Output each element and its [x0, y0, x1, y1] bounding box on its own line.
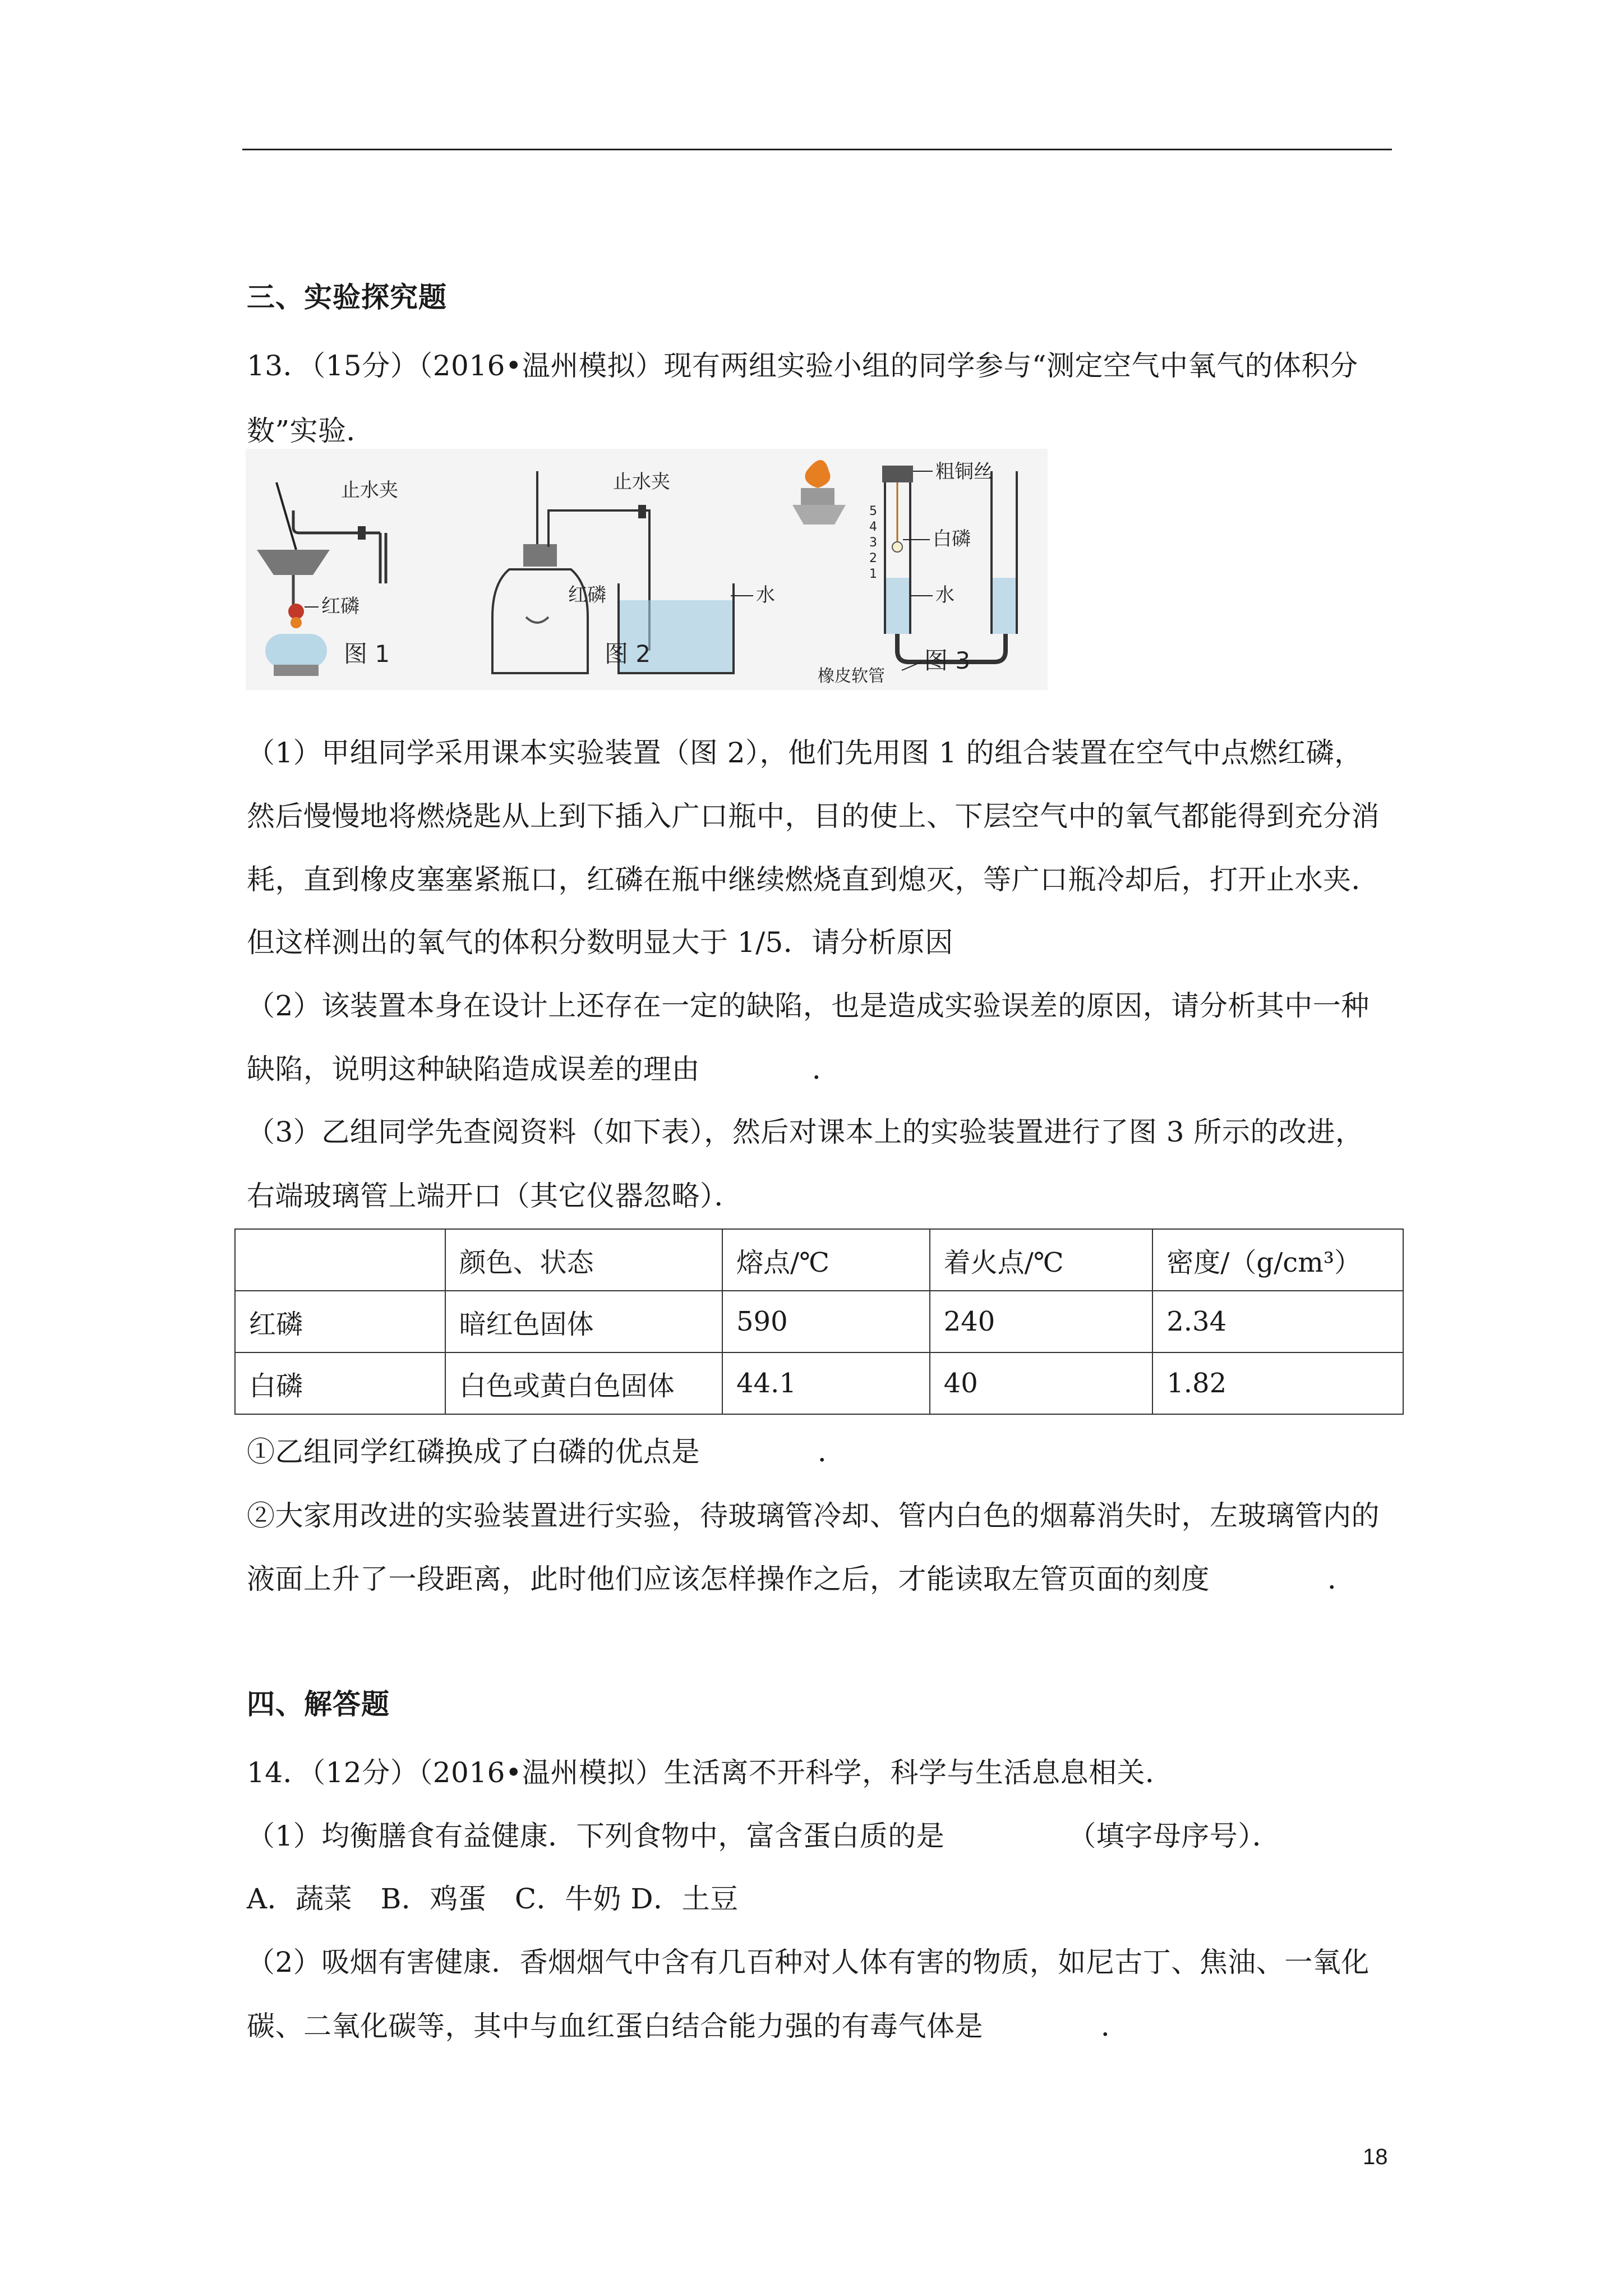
table-cell: 2.34 — [1152, 1291, 1403, 1352]
q13-sub1 — [247, 1429, 846, 1470]
table-row — [235, 1291, 1403, 1352]
q14-p2-line2 — [247, 2004, 1129, 2044]
fig3-hose-label: 橡皮软管 — [818, 666, 885, 686]
q13-p1-line2: 然后慢慢地将燃烧匙从上到下插入广口瓶中，目的使上、下层空气中的氧气都能得到充分消 — [247, 800, 1380, 832]
q13-sub1-text: ①乙组同学红磷换成了白磷的优点是 — [247, 1435, 700, 1468]
q14-options: A．蔬菜 B．鸡蛋 C．牛奶 D．土豆 — [247, 1883, 739, 1915]
q14-p1-text: （1）均衡膳食有益健康．下列食物中，富含蛋白质的是 — [247, 1820, 945, 1852]
q14-p2-end: ． — [1101, 2010, 1129, 2042]
table-cell: 590 — [722, 1291, 930, 1352]
q13-sub2-line1: ②大家用改进的实验装置进行实验，待玻璃管冷却、管内白色的烟幕消失时，左玻璃管内的 — [247, 1499, 1380, 1532]
fig3-scale-1: 1 — [869, 567, 877, 581]
fig3-scale-5: 5 — [869, 504, 877, 518]
fig2-water-label: 水 — [756, 584, 775, 606]
q13-sub2-end: ． — [1327, 1563, 1356, 1595]
section3-title: 三、实验探究题 — [247, 280, 447, 314]
fig2-clip-label: 止水夹 — [613, 471, 670, 493]
q13-p2-line1: （2）该装置本身在设计上还存在一定的缺陷，也是造成实验误差的原因，请分析其中一种 — [247, 990, 1370, 1022]
table-cell: 44.1 — [722, 1352, 930, 1414]
fig3-label: 图 3 — [924, 647, 971, 674]
table-cell: 红磷 — [235, 1291, 445, 1352]
fig1-label: 图 1 — [344, 640, 390, 668]
table-header-cell: 密度/（g/cm³） — [1152, 1229, 1403, 1291]
q14-p1 — [247, 1814, 1280, 1854]
fig1-phosphorus-label: 红磷 — [321, 595, 359, 618]
page-number: 18 — [1363, 2145, 1388, 2169]
q14-p2-text: 碳、二氧化碳等，其中与血红蛋白结合能力强的有毒气体是 — [247, 2010, 983, 2042]
table-cell: 白磷 — [235, 1352, 445, 1414]
q13-line2: 数”实验． — [247, 415, 375, 447]
q13-p2-end: ． — [812, 1053, 841, 1085]
q13-p2-text: 缺陷，说明这种缺陷造成误差的理由 — [247, 1053, 700, 1085]
fig3-water-label: 水 — [935, 584, 955, 606]
q14-p1-hint: （填字母序号）． — [1068, 1820, 1281, 1852]
table-cell: 240 — [930, 1291, 1153, 1352]
q13-p1-line3: 耗，直到橡皮塞塞紧瓶口，红磷在瓶中继续燃烧直到熄灭，等广口瓶冷却后，打开止水夹． — [247, 863, 1380, 896]
table-cell: 暗红色固体 — [445, 1291, 722, 1352]
fig3-white-p-label: 白磷 — [933, 528, 971, 550]
q13-p1-line4: 但这样测出的氧气的体积分数明显大于 1/5．请分析原因 — [247, 926, 953, 959]
table-header-cell: 着火点/℃ — [930, 1229, 1153, 1291]
fig3-scale-4: 4 — [869, 520, 877, 534]
fig3-scale-3: 3 — [869, 536, 877, 550]
q13-sub2-text: 液面上升了一段距离，此时他们应该怎样操作之后，才能读取左管页面的刻度 — [247, 1563, 1210, 1595]
q13-p3-line1: （3）乙组同学先查阅资料（如下表），然后对课本上的实验装置进行了图 3 所示的改进， — [247, 1116, 1364, 1148]
table-header-cell: 颜色、状态 — [445, 1229, 722, 1291]
apparatus-figure — [246, 449, 1048, 690]
fig2-phosphorus-label: 红磷 — [568, 584, 606, 606]
fig1-clip-label: 止水夹 — [341, 479, 398, 501]
phosphorus-properties-table — [234, 1228, 1404, 1415]
q13-p3-line2: 右端玻璃管上端开口（其它仪器忽略）． — [247, 1180, 743, 1212]
q13-p2-line2 — [247, 1047, 841, 1087]
table-cell: 白色或黄白色固体 — [445, 1352, 722, 1414]
q14-line1: 14．（12分）（2016•温州模拟）生活离不开科学，科学与生活息息相关． — [247, 1756, 1174, 1789]
fig2-label: 图 2 — [605, 640, 651, 668]
section4-title: 四、解答题 — [247, 1687, 390, 1720]
fig3-scale-2: 2 — [869, 551, 877, 565]
fig3-wire-label: 粗铜丝 — [935, 461, 993, 483]
table-row — [235, 1352, 1403, 1414]
q13-sub1-end: ． — [818, 1435, 846, 1468]
q13-sub2-line2 — [247, 1557, 1356, 1597]
q13-p1-line1: （1）甲组同学采用课本实验装置（图 2），他们先用图 1 的组合装置在空气中点燃红磷， — [247, 737, 1363, 769]
table-header-cell — [235, 1229, 445, 1291]
q14-p2-line1: （2）吸烟有害健康．香烟烟气中含有几百种对人体有害的物质，如尼古丁、焦油、一氧化 — [247, 1946, 1370, 1978]
table-header-cell: 熔点/℃ — [722, 1229, 930, 1291]
table-cell: 40 — [930, 1352, 1153, 1414]
q13-line1: 13．（15分）（2016•温州模拟）现有两组实验小组的同学参与“测定空气中氧气的体积分 — [247, 349, 1358, 382]
header-rule — [242, 149, 1392, 150]
table-cell: 1.82 — [1152, 1352, 1403, 1414]
table-header-row — [235, 1229, 1403, 1291]
